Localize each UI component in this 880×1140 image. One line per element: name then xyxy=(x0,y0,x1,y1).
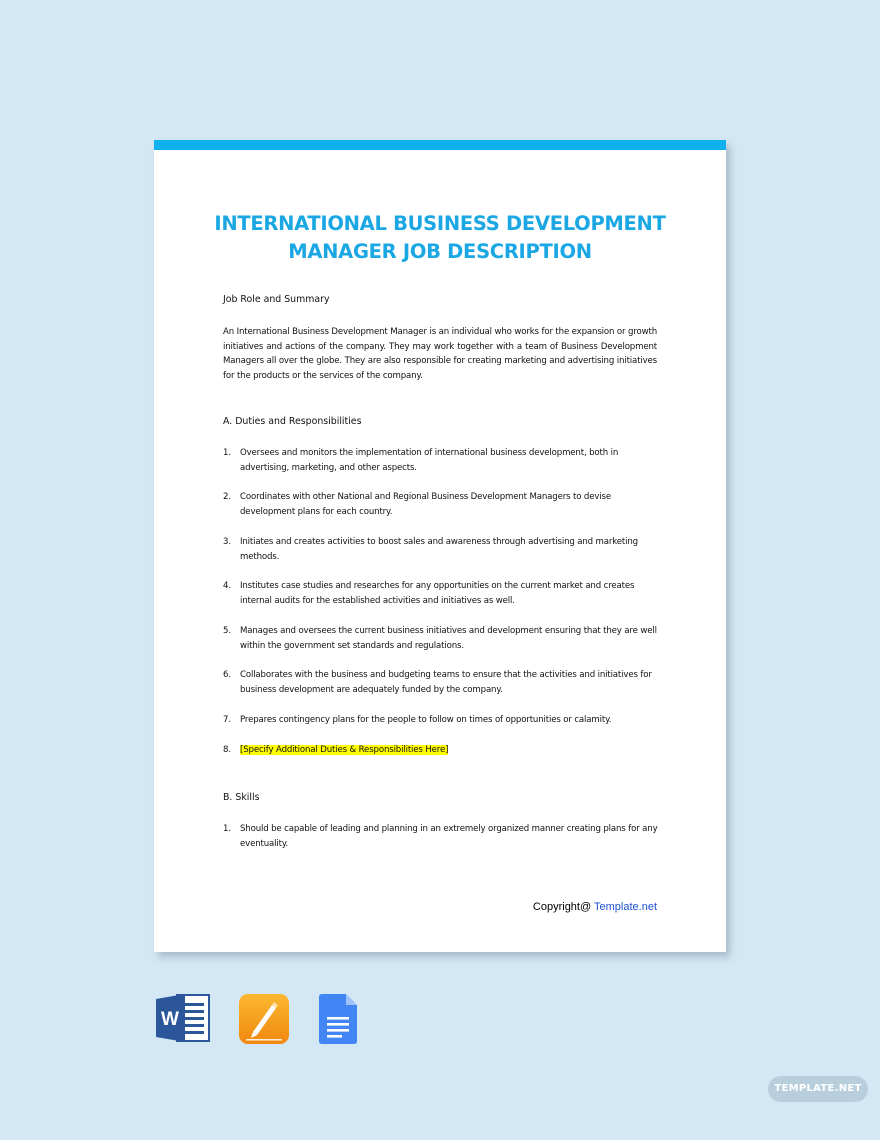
copyright-link[interactable]: Template.net xyxy=(594,901,657,913)
duties-heading: A. Duties and Responsibilities xyxy=(223,416,362,427)
duty-item xyxy=(223,668,663,698)
summary-paragraph: An International Business Development Manager is an individual who works for the expansion or growth initiatives and actions of the company. They may work together with a team of Business Development Managers all over the globe. They are also responsible for creating marketing and advertising initiatives for the products or the services of the company. xyxy=(223,327,657,382)
duty-number: 2. xyxy=(223,492,231,502)
duty-item xyxy=(223,579,663,609)
duty-item xyxy=(223,490,663,520)
pages-icon[interactable] xyxy=(238,993,290,1050)
duty-text: Collaborates with the business and budgeting teams to ensure that the activities and initiatives for business development are adequately funded by the company. xyxy=(240,670,652,695)
google-docs-icon[interactable] xyxy=(318,993,358,1050)
duty-number: 5. xyxy=(223,626,231,636)
duty-number: 3. xyxy=(223,537,231,547)
document-page xyxy=(154,140,726,952)
duty-number: 6. xyxy=(223,670,231,680)
skills-heading: B. Skills xyxy=(223,792,260,803)
skill-text: Should be capable of leading and planning in an extremely organized manner creating plans for any eventuality. xyxy=(240,824,658,849)
word-icon[interactable] xyxy=(155,993,211,1048)
duty-text: Institutes case studies and researches for any opportunities on the current market and creates internal audits for the established activities and initiatives as well. xyxy=(240,581,635,606)
copyright-prefix: Copyright@ xyxy=(532,901,595,913)
duty-text: Oversees and monitors the implementation of international business development, both in advertising, marketing, and other aspects. xyxy=(240,448,619,473)
duty-item-placeholder xyxy=(223,743,663,758)
document-title xyxy=(194,210,686,266)
duty-number: 4. xyxy=(223,581,231,591)
duty-item xyxy=(223,446,663,476)
duty-item xyxy=(223,624,663,654)
document-title-line-1: INTERNATIONAL BUSINESS DEVELOPMENT xyxy=(214,212,666,235)
duty-number: 8. xyxy=(223,745,231,755)
highlighted-placeholder-text: [Specify Additional Duties & Responsibilities Here] xyxy=(240,745,449,755)
duty-item xyxy=(223,535,663,565)
duty-number: 1. xyxy=(223,448,231,458)
skill-item xyxy=(223,822,663,852)
duty-text: Initiates and creates activities to boost sales and awareness through advertising and marketing methods. xyxy=(240,537,638,562)
page-top-bar xyxy=(154,140,726,150)
word-icon-letter: W xyxy=(161,1009,179,1030)
summary-heading: Job Role and Summary xyxy=(223,294,330,305)
document-title-line-2: MANAGER JOB DESCRIPTION xyxy=(288,240,592,263)
skill-number: 1. xyxy=(223,824,231,834)
duty-text: Coordinates with other National and Regional Business Development Managers to devise development plans for each country. xyxy=(240,492,611,517)
duty-number: 7. xyxy=(223,715,231,725)
duty-text: Prepares contingency plans for the people to follow on times of opportunities or calamity. xyxy=(240,715,612,725)
duty-text: Manages and oversees the current business initiatives and development ensuring that they are well within the government set standards and regulations. xyxy=(240,626,657,651)
copyright-notice xyxy=(533,901,657,913)
watermark-badge: TEMPLATE.NET xyxy=(768,1076,868,1102)
duty-item xyxy=(223,713,663,728)
